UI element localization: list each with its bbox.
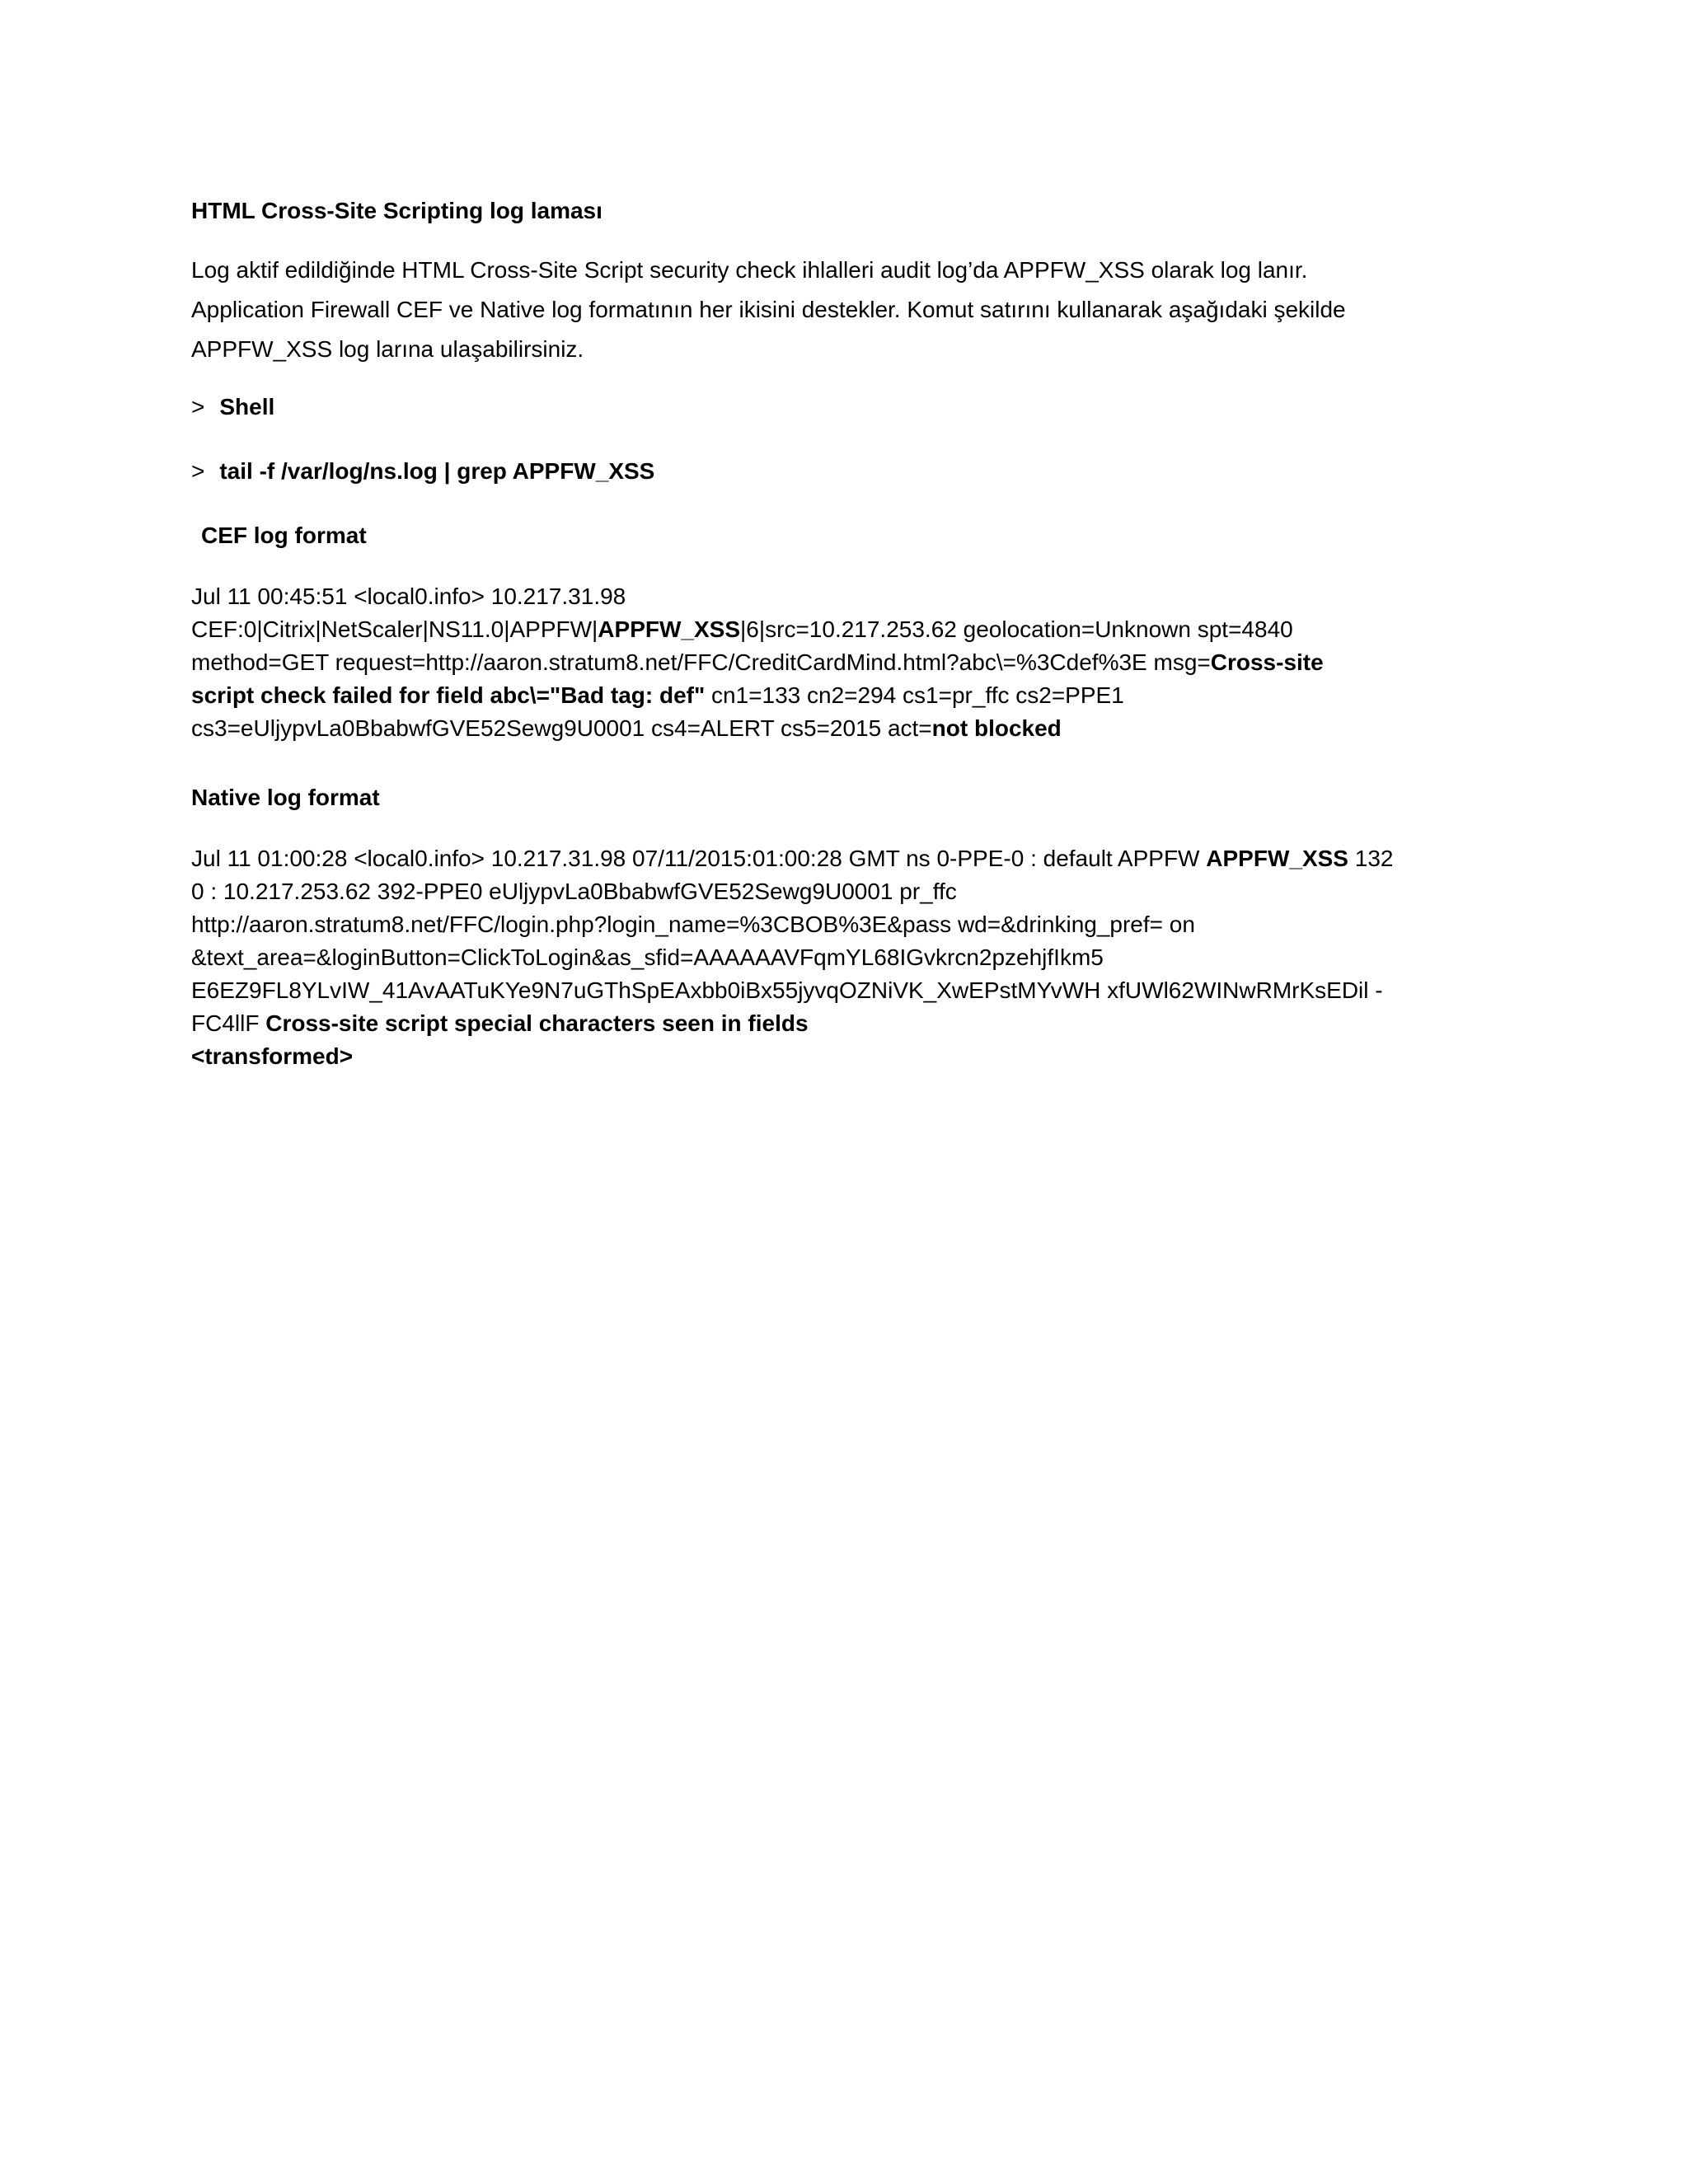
log-text: cn1=133 cn2=294 cs1=pr_ffc cs2=PPE1 [705, 682, 1124, 708]
log-message: Cross-site [1210, 649, 1324, 675]
intro-line: Log aktif edildiğinde HTML Cross-Site Script security check ihlalleri audit log’da APPFW_XSS olarak log lanır. [191, 257, 1308, 283]
intro-line: Application Firewall CEF ve Native log formatının her ikisini destekler. Komut satırını kullanarak aşağıdaki şekilde [191, 297, 1346, 322]
prompt-symbol: > [191, 458, 205, 484]
log-line: Jul 11 00:45:51 <local0.info> 10.217.31.98 [191, 583, 626, 609]
intro-line: APPFW_XSS log larına ulaşabilirsiniz. [191, 336, 584, 362]
log-text: cs3=eUljypvLa0BbabwfGVE52Sewg9U0001 cs4=ALERT cs5=2015 act= [191, 715, 932, 741]
log-text: 132 [1348, 846, 1394, 871]
command-text: tail -f /var/log/ns.log | grep APPFW_XSS [219, 458, 655, 484]
log-line [191, 712, 1493, 745]
intro-paragraph [191, 251, 1493, 369]
log-line [191, 1040, 1493, 1073]
section-title: HTML Cross-Site Scripting log laması [191, 198, 603, 223]
log-message: Cross-site script special characters seen in fields [265, 1010, 809, 1036]
cef-log-block [191, 580, 1493, 745]
native-log-block [191, 842, 1493, 1073]
log-line [191, 679, 1493, 712]
native-heading: Native log format [191, 785, 380, 810]
log-line: E6EZ9FL8YLvIW_41AvAATuKYe9N7uGThSpEAxbb0iBx55jyvqOZNiVK_XwEPstMYvWH xfUWl62WINwRMrKsEDil - [191, 977, 1383, 1003]
command-text: Shell [219, 394, 275, 419]
log-line: 0 : 10.217.253.62 392-PPE0 eUljypvLa0BbabwfGVE52Sewg9U0001 pr_ffc [191, 879, 957, 904]
log-line: http://aaron.stratum8.net/FFC/login.php?login_name=%3CBOB%3E&pass wd=&drinking_pref= on [191, 912, 1195, 937]
log-event-name: APPFW_XSS [1206, 846, 1348, 871]
log-message: <transformed> [191, 1043, 354, 1069]
log-text: |6|src=10.217.253.62 geolocation=Unknown spt=4840 [740, 616, 1293, 642]
log-text: CEF:0|Citrix|NetScaler|NS11.0|APPFW| [191, 616, 598, 642]
log-line [191, 613, 1493, 646]
log-text: method=GET request=http://aaron.stratum8.net/FFC/CreditCardMind.html?abc\=%3Cdef%3E msg= [191, 649, 1211, 675]
log-line [191, 842, 1493, 875]
log-event-name: APPFW_XSS [598, 616, 740, 642]
document-content [191, 194, 1493, 1073]
log-line: &text_area=&loginButton=ClickToLogin&as_sfid=AAAAAAVFqmYL68IGvkrcn2pzehjfIkm5 [191, 944, 1104, 970]
log-text: FC4llF [191, 1010, 266, 1036]
shell-command [191, 391, 1493, 424]
cef-heading: CEF log format [201, 523, 367, 548]
prompt-symbol: > [191, 394, 205, 419]
log-line [191, 646, 1493, 679]
tail-command [191, 455, 1493, 488]
log-message: script check failed for field abc\="Bad tag: def" [191, 682, 706, 708]
log-line [191, 1007, 1493, 1040]
log-action: not blocked [931, 715, 1062, 741]
log-text: Jul 11 01:00:28 <local0.info> 10.217.31.98 07/11/2015:01:00:28 GMT ns 0-PPE-0 : default APPFW [191, 846, 1207, 871]
